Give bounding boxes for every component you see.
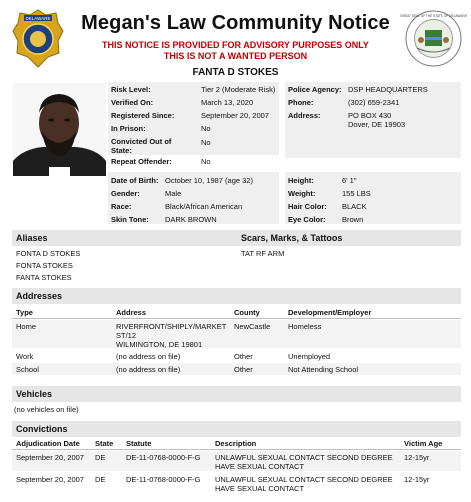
conviction-victim-age: 12-15yr <box>404 475 430 484</box>
addresses-section-header <box>12 288 461 304</box>
convicted-value: No <box>201 138 211 147</box>
weight-label: Weight: <box>288 189 316 198</box>
in-prison-value: No <box>201 124 211 133</box>
address-type: Home <box>16 322 37 331</box>
svg-text:DELAWARE: DELAWARE <box>25 16 51 21</box>
vehicles-heading: Vehicles <box>16 389 53 399</box>
phone-label: Phone: <box>288 98 314 107</box>
aliases-heading: Aliases <box>16 233 48 243</box>
dob-label: Date of Birth: <box>111 176 159 185</box>
conviction-col-victim-age: Victim Age <box>404 439 443 448</box>
address-employer: Not Attending School <box>288 365 359 374</box>
conviction-description: UNLAWFUL SEXUAL CONTACT SECOND DEGREE <box>215 475 393 484</box>
agency-address-line1: PO BOX 430 <box>348 111 392 120</box>
address-employer: Homeless <box>288 322 322 331</box>
registered-label: Registered Since: <box>111 111 175 120</box>
conviction-date: September 20, 2007 <box>16 475 84 484</box>
race-value: Black/African American <box>165 202 243 211</box>
address-line: ST/12 <box>116 331 137 340</box>
address-type: School <box>16 365 39 374</box>
conviction-col-description: Description <box>215 439 257 448</box>
address-col-employer: Development/Employer <box>288 308 372 317</box>
address-line: (no address on file) <box>116 365 181 374</box>
svg-text:GREAT SEAL OF THE STATE OF DEL: GREAT SEAL OF THE STATE OF DELAWARE <box>400 14 467 18</box>
offender-photo <box>13 83 106 176</box>
hair-value: BLACK <box>342 202 367 211</box>
in-prison-label: In Prison: <box>111 124 146 133</box>
right-seal <box>400 10 467 67</box>
verified-value: March 13, 2020 <box>201 98 254 107</box>
risk-level-value: Tier 2 (Moderate Risk) <box>201 85 276 94</box>
scars-heading: Scars, Marks, & Tattoos <box>241 233 343 243</box>
hair-label: Hair Color: <box>288 202 327 211</box>
convictions-heading: Convictions <box>16 424 68 434</box>
convicted-label-2: State: <box>111 146 132 155</box>
conviction-date: September 20, 2007 <box>16 453 84 462</box>
repeat-value: No <box>201 157 211 166</box>
risk-level-label: Risk Level: <box>111 85 151 94</box>
scar-item: TAT RF ARM <box>241 249 285 258</box>
conviction-state: DE <box>95 453 106 462</box>
alias-item: FONTA STOKES <box>16 261 73 270</box>
address-line: (no address on file) <box>116 352 181 361</box>
eye-label: Eye Color: <box>288 215 326 224</box>
advisory-notice: THIS NOTICE IS PROVIDED FOR ADVISORY PURPOSES ONLY <box>102 40 369 50</box>
address-type: Work <box>16 352 34 361</box>
mugshot-photo-icon <box>13 83 106 176</box>
address-line: RIVERFRONT/SHIPLY/MARKET <box>116 322 227 331</box>
gender-value: Male <box>165 189 182 198</box>
address-county: Other <box>234 352 253 361</box>
address-employer: Unemployed <box>288 352 331 361</box>
address-col-type: Type <box>16 308 33 317</box>
conviction-col-statute: Statute <box>126 439 152 448</box>
address-col-address: Address <box>116 308 147 317</box>
conviction-col-state: State <box>95 439 114 448</box>
conviction-state: DE <box>95 475 106 484</box>
aliases-section-header <box>12 230 461 246</box>
race-label: Race: <box>111 202 132 211</box>
offender-name: FANTA D STOKES <box>192 67 279 78</box>
gender-label: Gender: <box>111 189 140 198</box>
height-label: Height: <box>288 176 314 185</box>
alias-item: FANTA STOKES <box>16 273 72 282</box>
addresses-heading: Addresses <box>16 291 63 301</box>
agency-address-line2: Dover, DE 19903 <box>348 120 406 129</box>
registered-value: September 20, 2007 <box>201 111 269 120</box>
alias-item: FONTA D STOKES <box>16 249 81 258</box>
address-divider <box>12 318 461 319</box>
conviction-description: HAVE SEXUAL CONTACT <box>215 484 305 493</box>
conviction-divider <box>12 449 461 450</box>
dob-value: October 10, 1987 (age 32) <box>165 176 253 185</box>
vehicles-empty: (no vehicles on file) <box>14 405 79 414</box>
convicted-label-1: Convicted Out of <box>111 137 172 146</box>
conviction-victim-age: 12-15yr <box>404 453 430 462</box>
skin-value: DARK BROWN <box>165 215 217 224</box>
address-county: NewCastle <box>234 322 271 331</box>
conviction-description: UNLAWFUL SEXUAL CONTACT SECOND DEGREE <box>215 453 393 462</box>
vehicles-section-header <box>12 386 461 402</box>
address-line: WILMINGTON, DE 19801 <box>116 340 203 349</box>
conviction-statute: DE-11-0768-0000-F-G <box>126 475 201 484</box>
eye-value: Brown <box>342 215 364 224</box>
repeat-label: Repeat Offender: <box>111 157 172 166</box>
not-wanted-notice: THIS IS NOT A WANTED PERSON <box>163 51 308 61</box>
conviction-statute: DE-11-0768-0000-F-G <box>126 453 201 462</box>
skin-label: Skin Tone: <box>111 215 149 224</box>
weight-value: 155 LBS <box>342 189 371 198</box>
phone-value: (302) 659-2341 <box>348 98 400 107</box>
height-value: 6' 1" <box>342 176 357 185</box>
conviction-description: HAVE SEXUAL CONTACT <box>215 462 305 471</box>
convictions-section-header <box>12 421 461 437</box>
police-agency-value: DSP HEADQUARTERS <box>348 85 428 94</box>
address-col-county: County <box>234 308 260 317</box>
state-seal-icon <box>400 10 467 67</box>
conviction-col-date: Adjudication Date <box>16 439 80 448</box>
agency-address-label: Address: <box>288 111 321 120</box>
police-agency-label: Police Agency: <box>288 85 342 94</box>
verified-label: Verified On: <box>111 98 154 107</box>
address-county: Other <box>234 365 253 374</box>
page-title: Megan's Law Community Notice <box>81 12 390 34</box>
